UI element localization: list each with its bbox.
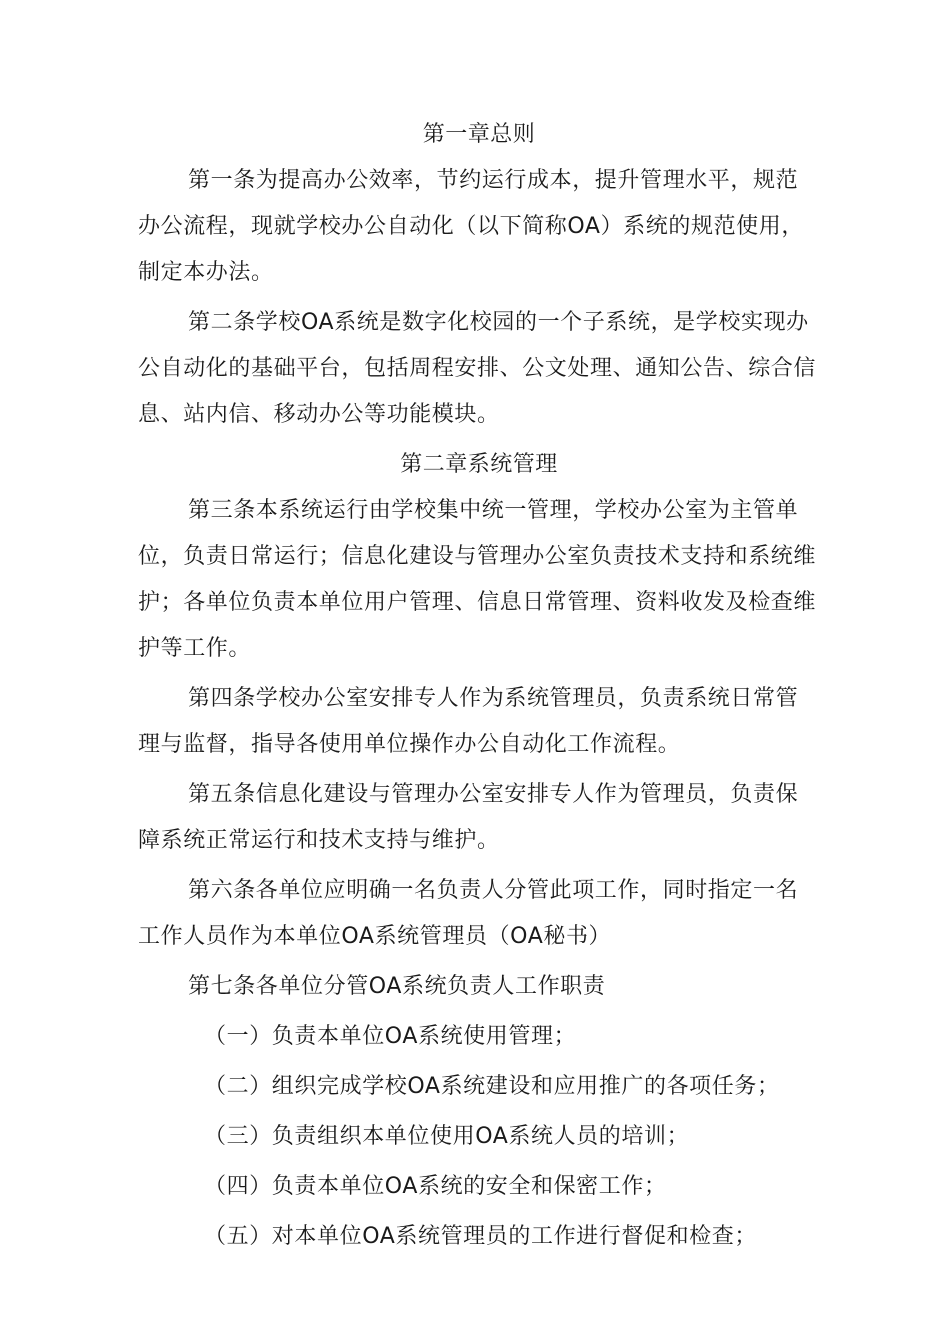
article-1: 第一条为提高办公效率，节约运行成本，提升管理水平，规范办公流程，现就学校办公自动化（以下简称OA）系统的规范使用，制定本办法。: [138, 168, 804, 285]
article-7: 第七条各单位分管OA系统负责人工作职责: [188, 974, 606, 999]
duty-item-3: （三）负责组织本单位使用OA系统人员的培训；: [204, 1124, 690, 1149]
document-page: [138, 112, 820, 1264]
duty-item-4: （四）负责本单位OA系统的安全和保密工作；: [204, 1174, 667, 1199]
duty-item-2: （二）组织完成学校OA系统建设和应用推广的各项任务；: [204, 1074, 780, 1099]
article-2: 第二条学校OA系统是数字化校园的一个子系统，是学校实现办公自动化的基础平台，包括周程安排、公文处理、通知公告、综合信息、站内信、移动办公等功能模块。: [138, 310, 817, 427]
duty-item-1: （一）负责本单位OA系统使用管理；: [204, 1024, 577, 1049]
duty-item-5: （五）对本单位OA系统管理员的工作进行督促和检查；: [204, 1224, 757, 1249]
article-5: 第五条信息化建设与管理办公室安排专人作为管理员，负责保障系统正常运行和技术支持与维护。: [138, 782, 799, 853]
article-3: 第三条本系统运行由学校集中统一管理，学校办公室为主管单位，负责日常运行；信息化建设与管理办公室负责技术支持和系统维护；各单位负责本单位用户管理、信息日常管理、资料收发及检查维护等工作。: [138, 498, 817, 661]
article-4: 第四条学校办公室安排专人作为系统管理员，负责系统日常管理与监督，指导各使用单位操作办公自动化工作流程。: [138, 686, 799, 757]
article-6: 第六条各单位应明确一名负责人分管此项工作，同时指定一名工作人员作为本单位OA系统管理员（OA秘书）: [138, 878, 799, 949]
chapter-title: 第二章系统管理: [400, 452, 558, 477]
chapter-title: 第一章总则: [422, 122, 536, 147]
